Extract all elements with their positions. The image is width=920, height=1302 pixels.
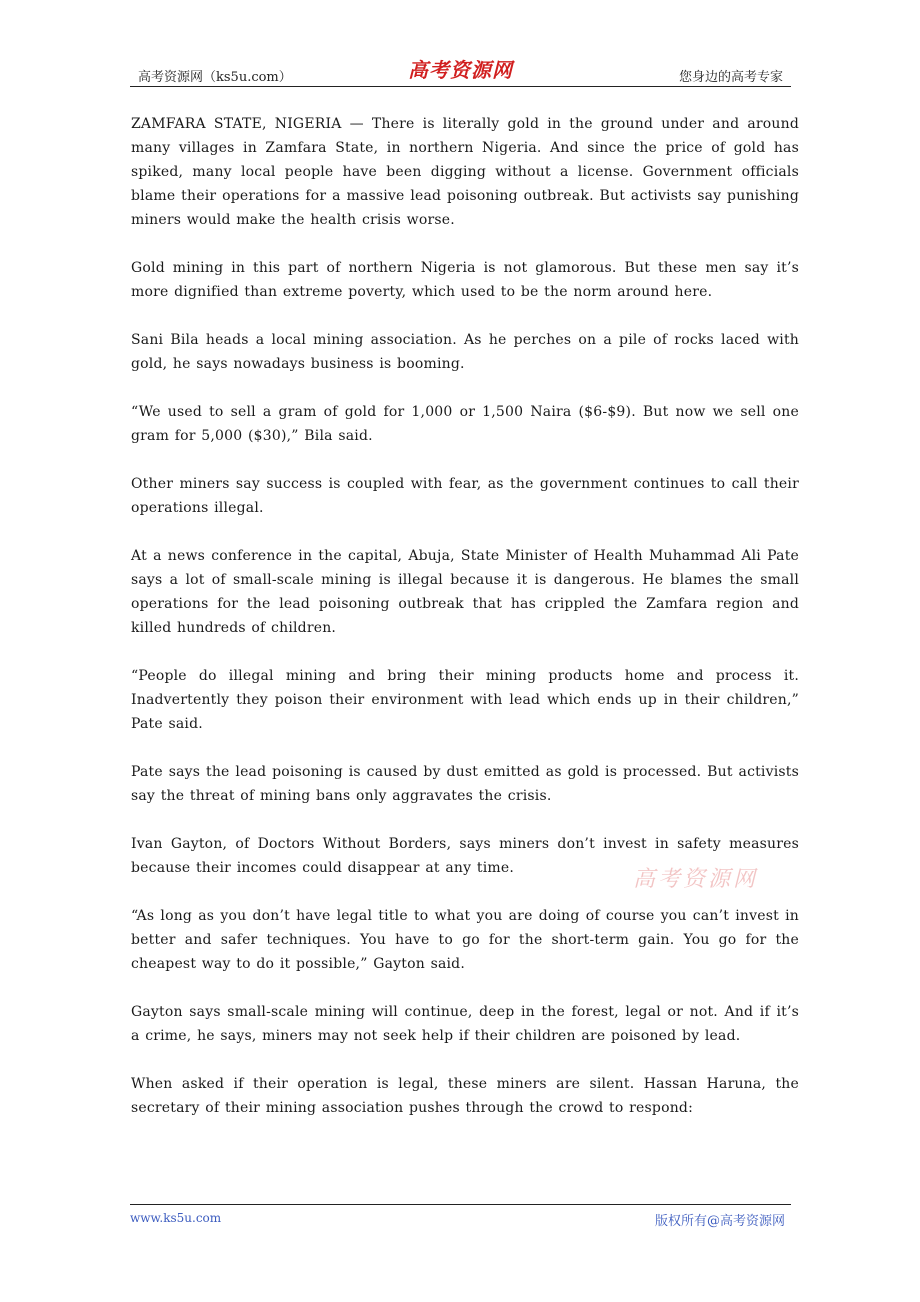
- paragraph-1: ZAMFARA STATE, NIGERIA — There is literally gold in the ground under and around many villages in Zamfara State, in northern Nigeria. And since the price of gold has spiked, many local people have been digging without a license. Government officials blame their operations for a massive lead poisoning outbreak. But activists say punishing miners would make the health crisis worse.: [131, 116, 799, 228]
- page-header: [130, 52, 791, 87]
- footer-copyright: 版权所有@高考资源网: [654, 1214, 785, 1229]
- paragraph-4: “We used to sell a gram of gold for 1,000 or 1,500 Naira ($6-$9). But now we sell one gram for 5,000 ($30),” Bila said.: [131, 404, 799, 444]
- paragraph-2: Gold mining in this part of northern Nigeria is not glamorous. But these men say it’s more dignified than extreme poverty, which used to be the norm around here.: [131, 260, 799, 300]
- paragraph-5: Other miners say success is coupled with fear, as the government continues to call their operations illegal.: [131, 476, 799, 516]
- page-footer: [130, 1204, 791, 1235]
- footer-website-link[interactable]: www.ks5u.com: [130, 1211, 222, 1225]
- paragraph-9: Ivan Gayton, of Doctors Without Borders, says miners don’t invest in safety measures because their incomes could disappear at any time.: [131, 836, 799, 876]
- paragraph-12: When asked if their operation is legal, these miners are silent. Hassan Haruna, the secretary of their mining association pushes through the crowd to respond:: [131, 1076, 799, 1116]
- header-site-name: 高考资源网（ks5u.com）: [138, 70, 292, 85]
- header-slogan: 您身边的高考专家: [678, 70, 783, 85]
- paragraph-3: Sani Bila heads a local mining association. As he perches on a pile of rocks laced with gold, he says nowadays business is booming.: [131, 332, 799, 372]
- paragraph-8: Pate says the lead poisoning is caused by dust emitted as gold is processed. But activists say the threat of mining bans only aggravates the crisis.: [131, 764, 799, 804]
- paragraph-11: Gayton says small-scale mining will continue, deep in the forest, legal or not. And if it’s a crime, he says, miners may not seek help if their children are poisoned by lead.: [131, 1004, 799, 1044]
- paragraph-7: “People do illegal mining and bring their mining products home and process it. Inadvertently they poison their environment with lead which ends up in their children,” Pate said.: [131, 668, 799, 732]
- paragraph-10: “As long as you don’t have legal title to what you are doing of course you can’t invest in better and safer techniques. You have to go for the short-term gain. You go for the cheapest way to do it possible,” Gayton said.: [131, 908, 799, 972]
- article-body: [131, 112, 799, 1144]
- paragraph-6: At a news conference in the capital, Abuja, State Minister of Health Muhammad Ali Pate says a lot of small-scale mining is illegal because it is dangerous. He blames the small operations for the lead poisoning outbreak that has crippled the Zamfara region and killed hundreds of children.: [131, 548, 799, 636]
- watermark: 高考资源网: [633, 867, 759, 892]
- header-logo: 高考资源网: [408, 58, 513, 82]
